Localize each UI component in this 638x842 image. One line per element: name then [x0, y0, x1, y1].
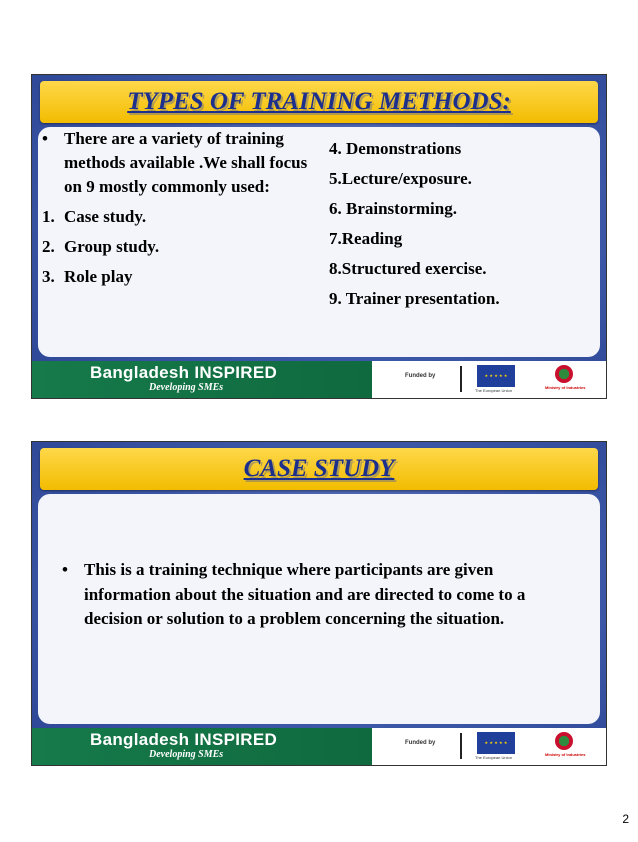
list-item: 7.Reading — [329, 229, 403, 248]
list-item — [42, 235, 312, 259]
funded-by-label: Funded by — [405, 373, 436, 379]
slide-footer — [32, 361, 606, 398]
bullet-icon: • — [42, 129, 48, 148]
list-item: 6. Brainstorming. — [329, 199, 457, 218]
ministry-caption: Ministry of Industries — [545, 385, 586, 390]
slide-case-study — [31, 441, 607, 766]
slide-title: TYPES OF TRAINING METHODS: — [127, 88, 511, 115]
case-study-text: This is a training technique where participants are given information about the situation and are directed to come to a decision or solution to a problem concerning the situation. — [84, 560, 526, 628]
funded-by-label: Funded by — [405, 740, 436, 746]
intro-bullet — [42, 127, 312, 199]
divider — [460, 733, 462, 759]
slide-content — [38, 127, 600, 357]
slide-title: CASE STUDY — [243, 455, 395, 482]
brand-name: Bangladesh INSPIRED — [90, 730, 278, 749]
list-number: 3. — [42, 267, 55, 286]
brand-tagline: Developing SMEs — [149, 749, 224, 760]
list-number: 1. — [42, 207, 55, 226]
list-text: Role play — [64, 267, 133, 286]
list-item: 8.Structured exercise. — [329, 259, 487, 278]
list-item: 4. Demonstrations — [329, 139, 462, 158]
page-number: 2 — [622, 812, 629, 826]
list-item: 9. Trainer presentation. — [329, 289, 500, 308]
list-item — [42, 205, 312, 229]
slide-content — [38, 494, 600, 724]
divider — [460, 366, 462, 392]
slide-types-of-training-methods — [31, 74, 607, 399]
bullet-icon: • — [62, 560, 68, 579]
government-seal-icon — [555, 732, 573, 750]
left-column — [42, 127, 312, 289]
slide-footer — [32, 728, 606, 765]
slide-title-bar — [40, 448, 598, 490]
eu-caption: The European Union — [475, 388, 512, 393]
list-text: Case study. — [64, 207, 147, 226]
eu-flag-icon: ★ ★ ★ ★ ★ — [477, 365, 515, 387]
eu-flag-icon: ★ ★ ★ ★ ★ — [477, 732, 515, 754]
footer-brand-band — [32, 361, 372, 398]
footer-brand-band — [32, 728, 372, 765]
eu-caption: The European Union — [475, 755, 512, 760]
slide-title-bar — [40, 81, 598, 123]
footer-sponsors — [372, 361, 606, 398]
footer-sponsors — [372, 728, 606, 765]
government-seal-icon — [555, 365, 573, 383]
brand-name: Bangladesh INSPIRED — [90, 363, 278, 382]
list-item — [42, 265, 312, 289]
right-column — [329, 137, 589, 317]
intro-text: There are a variety of training methods available .We shall focus on 9 mostly commonly used: — [64, 129, 308, 196]
list-number: 2. — [42, 237, 55, 256]
case-study-bullet — [62, 558, 582, 632]
list-text: Group study. — [64, 237, 160, 256]
ministry-caption: Ministry of Industries — [545, 752, 586, 757]
brand-tagline: Developing SMEs — [149, 382, 224, 393]
list-item: 5.Lecture/exposure. — [329, 169, 472, 188]
